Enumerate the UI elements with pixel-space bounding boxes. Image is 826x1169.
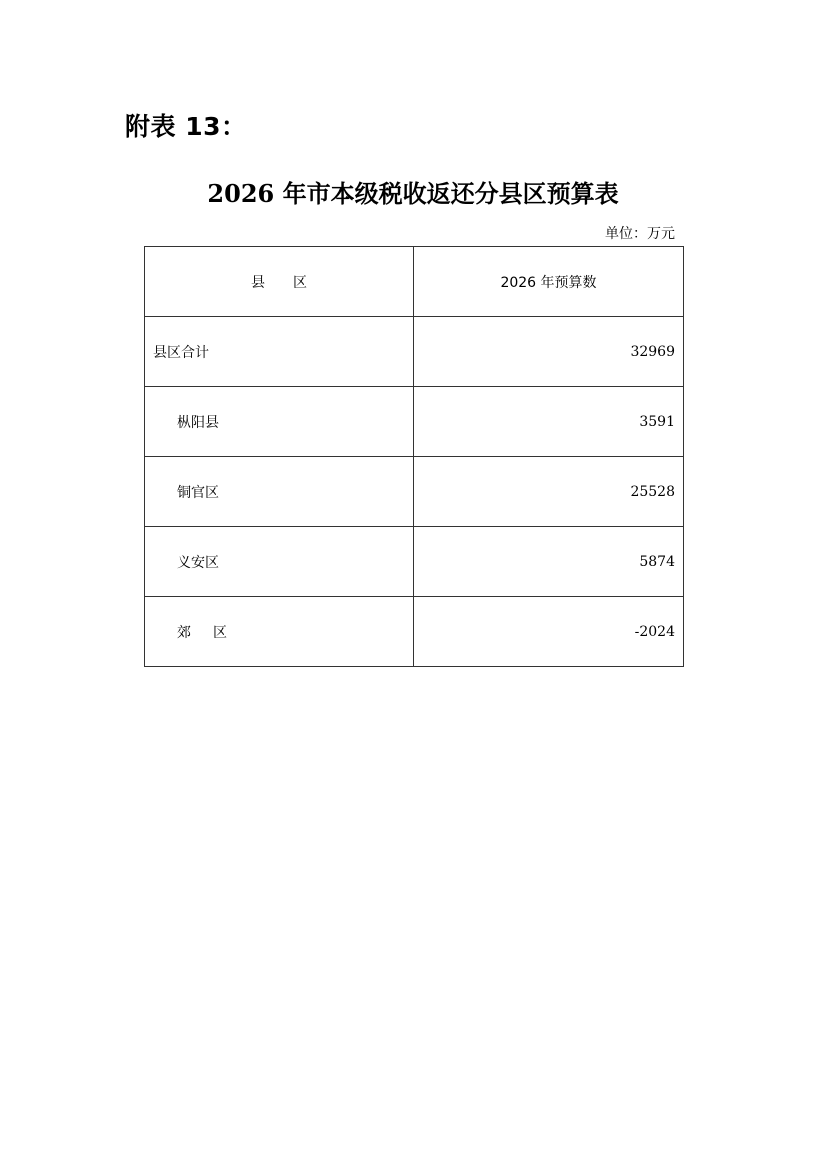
unit-label: 单位：万元 (605, 226, 675, 242)
header-county-district (145, 247, 414, 317)
row-name (145, 597, 414, 667)
row-name: 义安区 (145, 527, 414, 597)
row-value: 32969 (414, 317, 684, 387)
header-county-char: 县 (251, 274, 265, 291)
row-value: -2024 (414, 597, 684, 667)
header-district-char: 区 (293, 274, 307, 291)
row-value: 3591 (414, 387, 684, 457)
row-name: 铜官区 (145, 457, 414, 527)
row-value: 25528 (414, 457, 684, 527)
row-name: 县区合计 (145, 317, 414, 387)
table-row (145, 457, 684, 527)
row-name-char2: 区 (213, 624, 227, 641)
table-header-row (145, 247, 684, 317)
table-row (145, 597, 684, 667)
row-name-char1: 郊 (177, 624, 191, 641)
row-name: 枞阳县 (145, 387, 414, 457)
table-row (145, 387, 684, 457)
row-value: 5874 (414, 527, 684, 597)
page-title: 2026 年市本级税收返还分县区预算表 (207, 179, 619, 208)
attachment-label: 附表 13： (125, 112, 247, 141)
header-budget-2026: 2026 年预算数 (414, 247, 684, 317)
budget-table (144, 246, 684, 667)
table-row (145, 527, 684, 597)
table-row-total (145, 317, 684, 387)
